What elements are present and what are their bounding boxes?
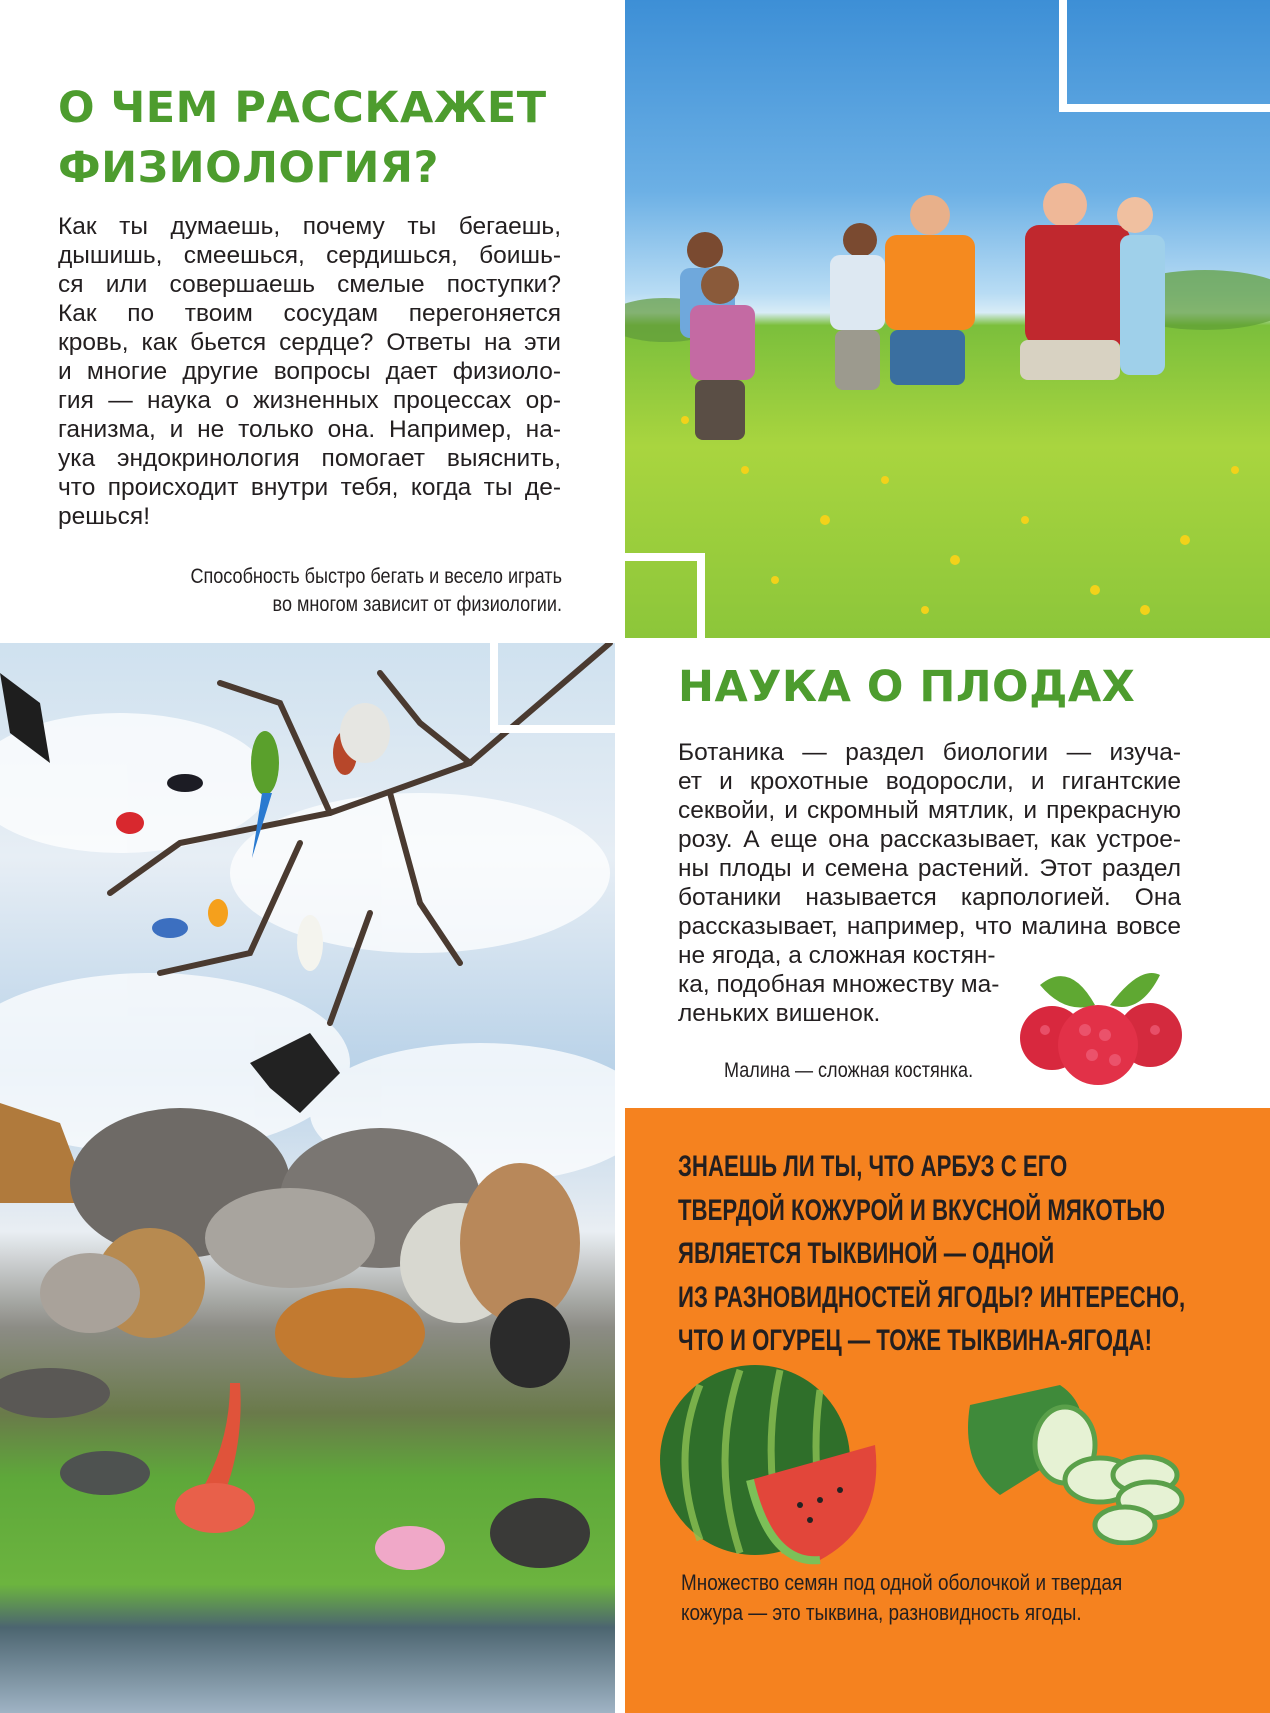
text-line: ны плоды и семена растений. Этот раздел	[678, 855, 1181, 882]
animals-collage-illustration	[0, 643, 615, 1713]
kids-photo-caption	[149, 563, 562, 619]
text-line: ганизма, и не только она. Например, на-	[58, 416, 561, 443]
text-line: леньких вишенок.	[678, 1000, 881, 1027]
text-line: ука эндокринология помогает выяснить,	[58, 445, 561, 472]
fruits-body-text	[678, 738, 1181, 941]
title-line: ФИЗИОЛОГИЯ?	[58, 143, 439, 193]
section-title-fruits: НАУКА О ПЛОДАХ	[678, 662, 1136, 712]
did-you-know-text	[678, 1145, 1186, 1363]
text-line: гия — наука о жизненных процессах ор-	[58, 387, 561, 414]
decorative-frame-top-right	[1059, 0, 1270, 112]
raspberry-caption: Малина — сложная костянка.	[724, 1059, 974, 1082]
text-line: ся или совершаешь смелые поступки?	[58, 271, 561, 298]
physiology-body-text	[58, 212, 561, 531]
watermelon-image	[660, 1365, 880, 1565]
text-line: не ягода, а сложная костян-	[678, 942, 996, 969]
children-running-photo	[625, 0, 1270, 638]
title-line: О ЧЕМ РАССКАЖЕТ	[58, 83, 547, 133]
text-line: ка, подобная множеству ма-	[678, 971, 1000, 998]
text-line: рассказывает, например, что малина вовсе	[678, 913, 1181, 940]
animals-collage-photo	[0, 643, 615, 1713]
fact-line: ЗНАЕШЬ ЛИ ТЫ, ЧТО АРБУЗ С ЕГО	[678, 1150, 1068, 1183]
caption-line: во многом зависит от физиологии.	[272, 593, 562, 616]
raspberry-image	[1010, 960, 1185, 1090]
text-line: ботаники называется карпологией. Она	[678, 884, 1181, 911]
text-line: Ботаника — раздел биологии — изуча-	[678, 739, 1181, 766]
section-title-physiology	[58, 78, 578, 198]
fruits-body-text-wrapped	[678, 941, 1008, 1028]
text-line: что происходит внутри тебя, когда ты де-	[58, 474, 561, 501]
caption-line: кожура — это тыквина, разновидность ягоды.	[681, 1600, 1082, 1625]
fact-line: ТВЕРДОЙ КОЖУРОЙ И ВКУСНОЙ МЯКОТЬЮ	[678, 1193, 1166, 1227]
text-line: розу. А еще она рассказывает, как устрое-	[678, 826, 1181, 853]
fact-line: ЯВЛЯЕТСЯ ТЫКВИНОЙ — ОДНОЙ	[678, 1237, 1055, 1270]
text-line: ет и крохотные водоросли, и гигантские	[678, 768, 1181, 795]
text-line: кровь, как бьется сердце? Ответы на эти	[58, 329, 561, 356]
text-line: секвойи, и скромный мятлик, и прекрасную	[678, 797, 1181, 824]
caption-line: Способность быстро бегать и весело играть	[190, 565, 562, 588]
caption-line: Множество семян под одной оболочкой и твердая	[681, 1570, 1123, 1595]
text-line: дышишь, смеешься, сердишься, боишь-	[58, 242, 561, 269]
fact-line: ЧТО И ОГУРЕЦ — ТОЖЕ ТЫКВИНА-ЯГОДА!	[678, 1324, 1152, 1357]
cucumber-image	[960, 1385, 1190, 1545]
text-line: и многие другие вопросы дает физиоло-	[58, 358, 561, 385]
text-line: Как по твоим сосудам перегоняется	[58, 300, 561, 327]
text-line: Как ты думаешь, почему ты бегаешь,	[58, 213, 561, 240]
decorative-frame-bottom-left	[625, 553, 705, 638]
text-line: решься!	[58, 503, 150, 530]
fact-line: ИЗ РАЗНОВИДНОСТЕЙ ЯГОДЫ? ИНТЕРЕСНО,	[678, 1280, 1186, 1314]
watermelon-cucumber-caption	[681, 1568, 1163, 1628]
decorative-frame-animals	[490, 643, 615, 733]
